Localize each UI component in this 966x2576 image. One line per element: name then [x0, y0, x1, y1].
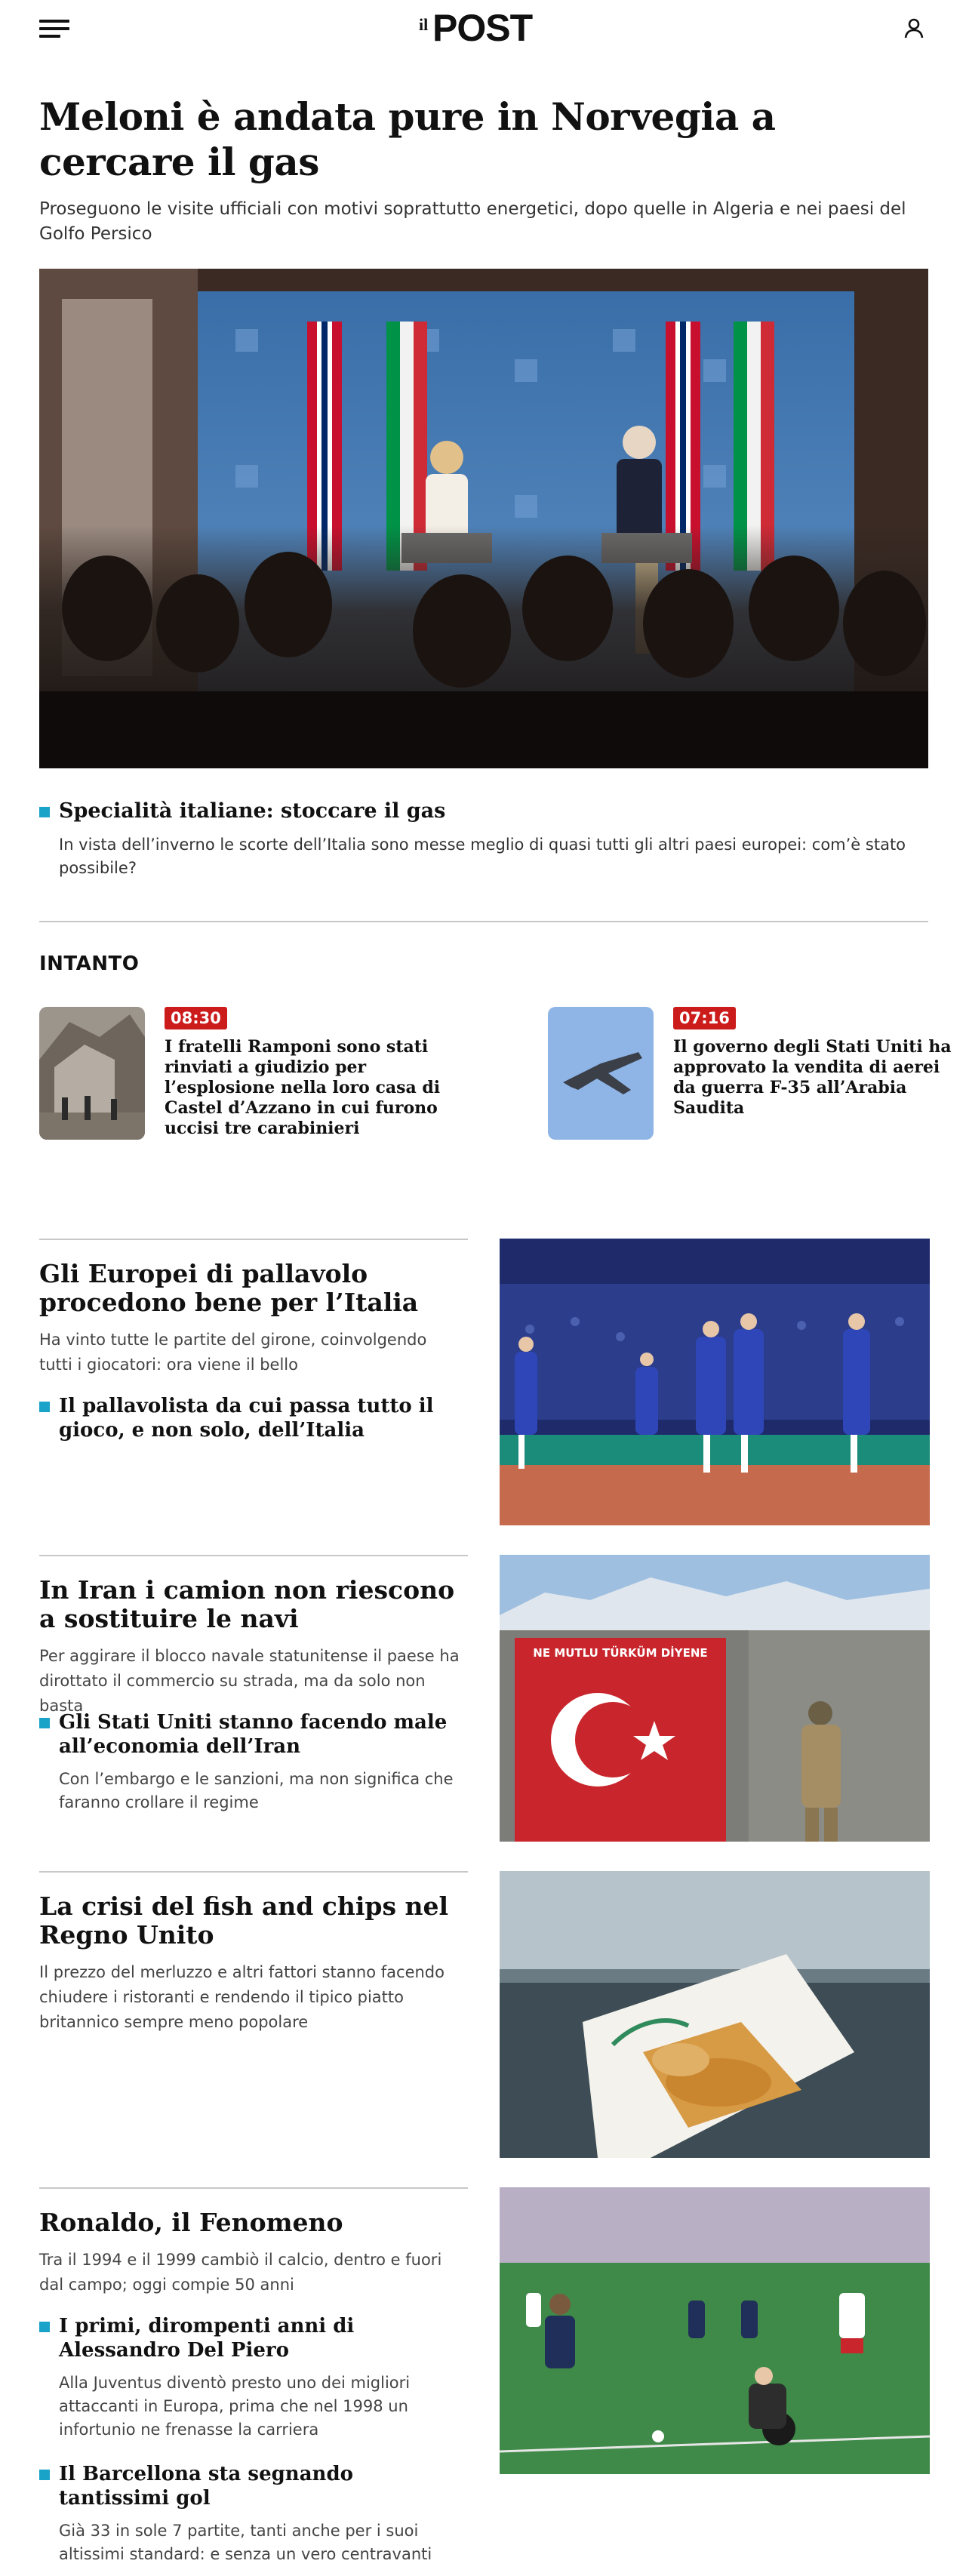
lead-related[interactable]	[39, 799, 930, 880]
story-title[interactable]: Ronaldo, il Fenomeno	[39, 2208, 343, 2237]
site-header	[0, 0, 966, 57]
user-icon[interactable]	[903, 17, 925, 39]
story-related[interactable]	[39, 1394, 462, 1442]
story-summary: Ha vinto tutte le partite del girone, coinvolgendo tutti i giocatori: ora viene il bello	[39, 1331, 427, 1374]
related-title[interactable]: Specialità italiane: stoccare il gas	[59, 799, 446, 823]
related-bullet	[39, 2322, 50, 2332]
related-summary: Con l’embargo e le sanzioni, ma non significa che faranno crollare il regime	[59, 1770, 454, 1811]
story-title[interactable]: La crisi del fish and chips nel Regno Unito	[39, 1891, 449, 1950]
flash-thumbnail[interactable]	[548, 1007, 654, 1140]
related-title[interactable]: Gli Stati Uniti stanno facendo male all’economia dell’Iran	[59, 1711, 448, 1758]
story-summary: Il prezzo del merluzzo e altri fattori stanno facendo chiudere i ristoranti e rendendo il tipico piatto britannico sempre meno popolare	[39, 1963, 445, 2031]
related-summary: In vista dell’inverno le scorte dell’Italia sono messe meglio di quasi tutti gli altri paesi europei: com’è stato possibile?	[59, 836, 906, 877]
story-title[interactable]: In Iran i camion non riescono a sostituire le navi	[39, 1575, 455, 1633]
flash-time: 08:30	[165, 1007, 227, 1029]
story-card	[39, 1871, 930, 2158]
related-summary: Alla Juventus diventò presto uno dei migliori attaccanti in Europa, prima che nel 1998 un infortunio ne frenasse la carriera	[59, 2374, 411, 2439]
story-title[interactable]: Gli Europei di pallavolo procedono bene per l’Italia	[39, 1259, 419, 1317]
flash-time: 07:16	[673, 1007, 736, 1029]
related-title[interactable]: Il Barcellona sta segnando tantissimi gol	[59, 2463, 353, 2510]
flash-item[interactable]	[39, 1007, 462, 1140]
story-summary: Per aggirare il blocco navale statunitense il paese ha dirottato il commercio su strada, ma da solo non basta	[39, 1647, 460, 1715]
image-wall-text: NE MUTLU TÜRKÜM DİYENE	[533, 1646, 708, 1660]
related-bullet	[39, 1718, 50, 1728]
logo-il: il	[419, 15, 429, 34]
related-bullet	[39, 807, 50, 817]
lead-image[interactable]	[39, 269, 928, 768]
lead-subtitle: Proseguono le visite ufficiali con motivi soprattutto energetici, dopo quelle in Algeria e nei paesi del Golfo Persico	[39, 199, 906, 244]
story-card	[39, 1555, 930, 1842]
related-title[interactable]: I primi, dirompenti anni di Alessandro Del Piero	[59, 2315, 355, 2362]
related-title[interactable]: Il pallavolista da cui passa tutto il gioco, e non solo, dell’Italia	[59, 1395, 434, 1442]
related-summary: Già 33 in sole 7 partite, tanti anche per i suoi altissimi standard: e senza un vero centravanti	[59, 2522, 432, 2563]
lead-headline[interactable]: Meloni è andata pure in Norvegia a cercare il gas	[39, 94, 776, 184]
story-image[interactable]	[500, 1239, 930, 1525]
flash-title[interactable]: Il governo degli Stati Uniti ha approvato la vendita di aerei da guerra F-35 all’Arabia Saudita	[673, 1037, 952, 1118]
story-image[interactable]	[500, 1555, 930, 1842]
logo-post: POST	[432, 7, 533, 49]
section-divider	[39, 921, 928, 922]
related-bullet	[39, 2470, 50, 2480]
story-related[interactable]	[39, 2462, 462, 2566]
story-card	[39, 2187, 930, 2576]
story-related[interactable]	[39, 2314, 462, 2442]
story-image[interactable]	[500, 1871, 930, 2158]
story-related[interactable]	[39, 1710, 462, 1814]
menu-icon[interactable]	[39, 20, 69, 38]
related-bullet	[39, 1402, 50, 1412]
flash-thumbnail[interactable]	[39, 1007, 145, 1140]
story-image[interactable]	[500, 2187, 930, 2474]
flash-item[interactable]	[548, 1007, 952, 1140]
story-summary: Tra il 1994 e il 1999 cambiò il calcio, dentro e fuori dal campo; oggi compie 50 anni	[39, 2251, 442, 2294]
flash-title[interactable]: I fratelli Ramponi sono stati rinviati a giudizio per l’esplosione nella loro casa di Castel d’Azzano in cui furono uccisi tre carabinieri	[165, 1037, 441, 1138]
site-logo[interactable]	[419, 5, 551, 50]
intanto-label: INTANTO	[39, 953, 140, 975]
story-card	[39, 1239, 930, 1525]
